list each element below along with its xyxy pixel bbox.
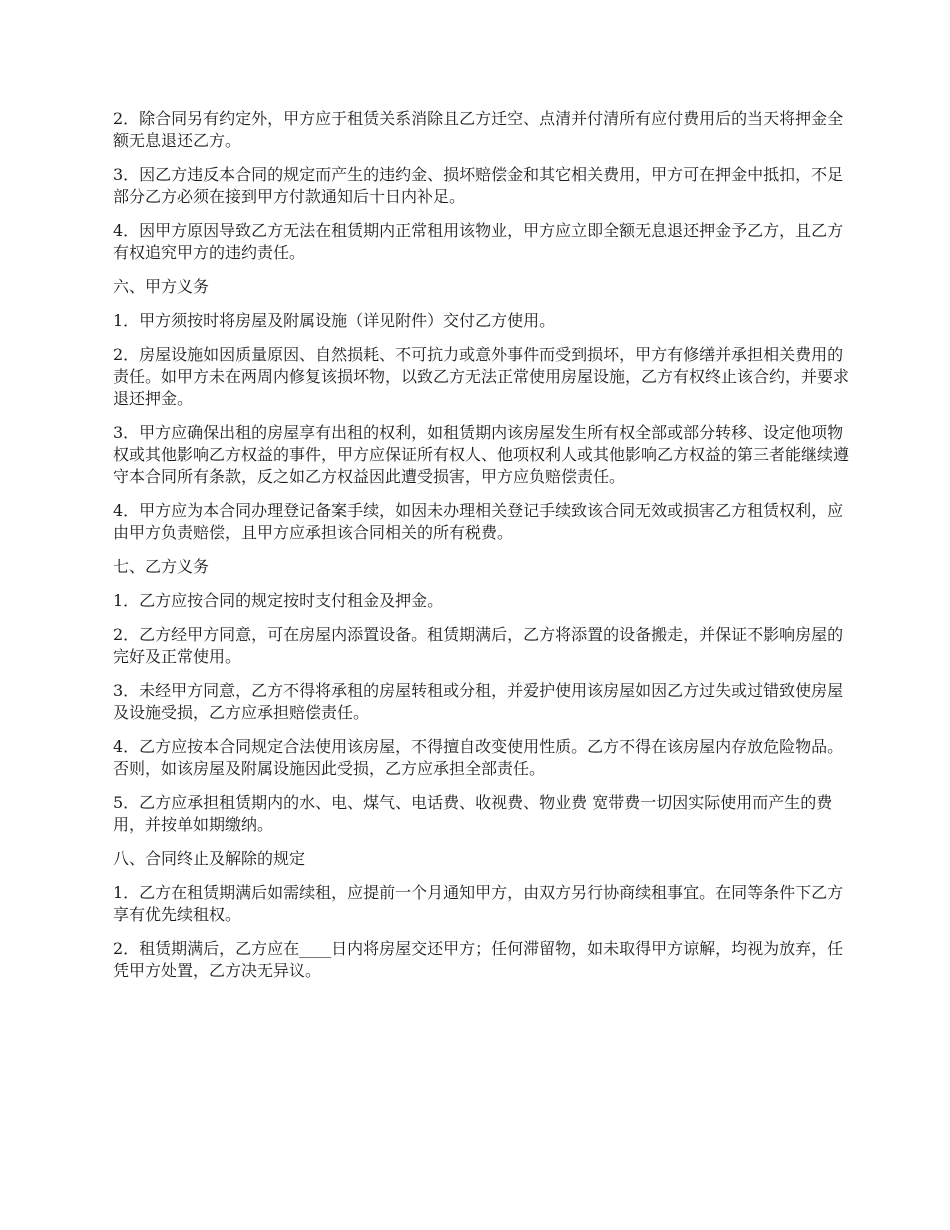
clause-5-4: 4．因甲方原因导致乙方无法在租赁期内正常租用该物业，甲方应立即全额无息退还押金予乙方，且乙方有权追究甲方的违约责任。 <box>113 221 844 262</box>
clause-7-2: 2．乙方经甲方同意，可在房屋内添置设备。租赁期满后，乙方将添置的设备搬走，并保证不影响房屋的完好及正常使用。 <box>113 625 844 666</box>
section-7-heading: 七、乙方义务 <box>113 557 210 576</box>
document-page <box>113 108 853 994</box>
clause-8-1: 1．乙方在租赁期满后如需续租，应提前一个月通知甲方，由双方另行协商续租事宜。在同等条件下乙方享有优先续租权。 <box>113 883 844 924</box>
clause-5-2: 2．除合同另有约定外，甲方应于租赁关系消除且乙方迁空、点清并付清所有应付费用后的当天将押金全额无息退还乙方。 <box>113 109 844 150</box>
clause-7-4: 4．乙方应按本合同规定合法使用该房屋，不得擅自改变使用性质。乙方不得在该房屋内存放危险物品。否则，如该房屋及附属设施因此受损，乙方应承担全部责任。 <box>113 737 844 778</box>
clause-8-2: 2．租赁期满后，乙方应在____日内将房屋交还甲方；任何滞留物，如未取得甲方谅解，均视为放弃，任凭甲方处置，乙方决无异议。 <box>113 939 844 980</box>
section-6-heading: 六、甲方义务 <box>113 277 210 296</box>
clause-5-3: 3．因乙方违反本合同的规定而产生的违约金、损坏赔偿金和其它相关费用，甲方可在押金中抵扣，不足部分乙方必须在接到甲方付款通知后十日内补足。 <box>113 165 844 206</box>
clause-6-2: 2．房屋设施如因质量原因、自然损耗、不可抗力或意外事件而受到损坏，甲方有修缮并承担相关费用的责任。如甲方未在两周内修复该损坏物，以致乙方无法正常使用房屋设施，乙方有权终止该合约，并要求退还押金。 <box>113 345 850 408</box>
section-8-heading: 八、合同终止及解除的规定 <box>113 849 306 868</box>
clause-7-3: 3．未经甲方同意，乙方不得将承租的房屋转租或分租，并爱护使用该房屋如因乙方过失或过错致使房屋及设施受损，乙方应承担赔偿责任。 <box>113 681 844 722</box>
clause-6-4: 4．甲方应为本合同办理登记备案手续，如因未办理相关登记手续致该合同无效或损害乙方租赁权利，应由甲方负责赔偿，且甲方应承担该合同相关的所有税费。 <box>113 501 844 542</box>
clause-7-1: 1．乙方应按合同的规定按时支付租金及押金。 <box>113 591 444 610</box>
clause-6-1: 1．甲方须按时将房屋及附属设施（详见附件）交付乙方使用。 <box>113 311 556 330</box>
clause-7-5: 5．乙方应承担租赁期内的水、电、煤气、电话费、收视费、物业费 宽带费一切因实际使用而产生的费用，并按单如期缴纳。 <box>113 793 833 834</box>
clause-6-3: 3．甲方应确保出租的房屋享有出租的权利，如租赁期内该房屋发生所有权全部或部分转移、设定他项物权或其他影响乙方权益的事件，甲方应保证所有权人、他项权利人或其他影响乙方权益的第三者能继续遵守本合同所有条款，反之如乙方权益因此遭受损害，甲方应负赔偿责任。 <box>113 423 850 486</box>
